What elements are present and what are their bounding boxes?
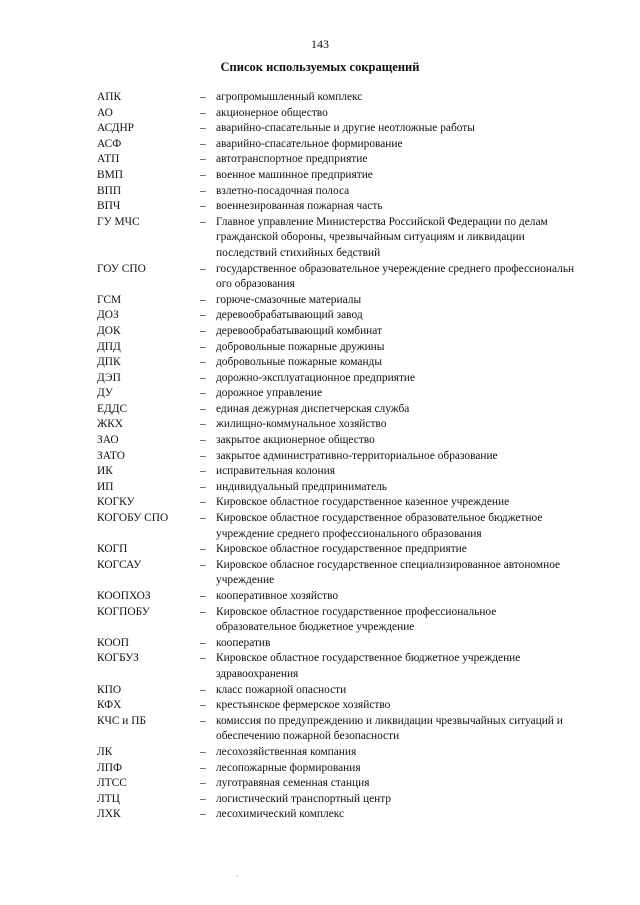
abbreviation-row	[97, 386, 617, 402]
abbreviation-definition: дорожно-эксплуатационное предприятие	[216, 371, 416, 384]
abbreviation-dash: –	[200, 558, 206, 571]
abbreviation-row	[97, 745, 617, 761]
abbreviation-row	[97, 168, 617, 184]
abbreviation-list	[97, 90, 617, 823]
abbreviation-definition: крестьянское фермерское хозяйство	[216, 699, 391, 712]
abbreviation-definition: деревообрабатывающий комбинат	[216, 324, 382, 337]
abbreviation-term: КООПХОЗ	[97, 590, 151, 602]
abbreviation-term: ЗАТО	[97, 449, 125, 462]
abbreviation-definition: государственное образовательное учереждение среднего профессиональн ого образования	[216, 262, 575, 291]
abbreviation-dash: –	[200, 91, 206, 103]
abbreviation-term: ГУ МЧС	[97, 215, 140, 228]
abbreviation-term: АПК	[97, 91, 122, 103]
abbreviation-definition: Кировское областное государственное профессиональное образовательное бюджетное учреждение	[216, 605, 497, 634]
abbreviation-term: КОГБУЗ	[97, 652, 139, 665]
abbreviation-term: КЧС и ПБ	[97, 714, 147, 727]
abbreviation-dash: –	[200, 200, 206, 213]
abbreviation-row	[97, 433, 617, 449]
abbreviation-term: ГСМ	[97, 293, 122, 306]
abbreviation-term: ЛХК	[97, 808, 121, 821]
abbreviation-term: КФХ	[97, 699, 122, 712]
abbreviation-dash: –	[200, 434, 206, 447]
abbreviation-definition: кооператив	[216, 636, 271, 649]
abbreviation-row	[97, 636, 617, 652]
abbreviation-dash: –	[200, 636, 206, 649]
abbreviation-dash: –	[200, 465, 206, 478]
abbreviation-definition: лесохимический комплекс	[216, 808, 345, 821]
abbreviation-definition: кооперативное хозяйство	[216, 590, 339, 602]
abbreviation-dash: –	[200, 543, 206, 556]
abbreviation-definition: добровольные пожарные дружины	[216, 340, 385, 353]
abbreviation-dash: –	[200, 324, 206, 337]
abbreviation-definition: логистический транспортный центр	[216, 792, 392, 805]
abbreviation-dash: –	[200, 262, 206, 275]
abbreviation-row	[97, 152, 617, 168]
abbreviation-definition: индивидуальный предприниматель	[216, 480, 387, 493]
abbreviation-definition: закрытое административно-территориальное образование	[216, 449, 498, 462]
abbreviation-term: КОГОБУ СПО	[97, 512, 169, 525]
abbreviation-dash: –	[200, 371, 206, 384]
abbreviation-row	[97, 449, 617, 465]
abbreviation-term: ЛТЦ	[97, 792, 120, 805]
abbreviation-term: ГОУ СПО	[97, 262, 146, 275]
abbreviation-row	[97, 324, 617, 340]
abbreviation-definition: Главное управление Министерства Российской Федерации по делам гражданской обороны, чрезвычайным ситуациям и ликвидации последствий стихийных бедствий	[216, 215, 548, 259]
abbreviation-definition: деревообрабатывающий завод	[216, 309, 363, 322]
abbreviation-definition: закрытое акционерное общество	[216, 434, 375, 447]
abbreviation-row	[97, 792, 617, 808]
abbreviation-definition: Кировское областное государственное предприятие	[216, 543, 467, 556]
abbreviation-term: АСФ	[97, 137, 122, 150]
abbreviation-row	[97, 761, 617, 777]
abbreviation-dash: –	[200, 496, 206, 509]
abbreviation-term: ЖКХ	[97, 418, 124, 431]
abbreviation-row	[97, 121, 617, 137]
abbreviation-definition: Кировское областное государственное образовательное бюджетное учреждение среднего профессионального образования	[216, 512, 543, 540]
abbreviation-term: ИП	[97, 480, 114, 493]
abbreviation-row	[97, 293, 617, 309]
abbreviation-definition: горюче-смазочные материалы	[216, 293, 362, 306]
abbreviation-row	[97, 308, 617, 324]
abbreviation-definition: военнезированная пожарная часть	[216, 200, 383, 213]
abbreviation-row	[97, 807, 617, 823]
page-number: 143	[311, 37, 329, 51]
abbreviation-dash: –	[200, 652, 206, 665]
abbreviation-definition: военное машинное предприятие	[216, 168, 373, 181]
abbreviation-term: КОГП	[97, 543, 128, 556]
abbreviation-row	[97, 511, 617, 542]
abbreviation-dash: –	[200, 215, 206, 228]
abbreviation-term: ВПП	[97, 184, 122, 197]
abbreviation-row	[97, 137, 617, 153]
abbreviation-dash: –	[200, 418, 206, 431]
abbreviation-row	[97, 558, 617, 589]
abbreviation-term: ЗАО	[97, 434, 119, 447]
abbreviation-dash: –	[200, 309, 206, 322]
abbreviation-term: КОГКУ	[97, 496, 135, 509]
abbreviation-definition: комиссия по предупреждению и ликвидации чрезвычайных ситуаций и обеспечению пожарной безопасности	[216, 714, 563, 743]
abbreviation-term: ДПД	[97, 340, 121, 353]
abbreviation-dash: –	[200, 168, 206, 181]
abbreviation-definition: Кировское областное государственное бюджетное учреждение здравоохранения	[216, 652, 521, 680]
abbreviation-row	[97, 683, 617, 699]
abbreviation-definition: луготравяная семенная станция	[216, 777, 370, 790]
abbreviation-dash: –	[200, 356, 206, 369]
abbreviation-term: ЕДДС	[97, 402, 128, 415]
abbreviation-dash: –	[200, 340, 206, 353]
abbreviation-row	[97, 199, 617, 215]
abbreviation-row	[97, 215, 617, 262]
abbreviation-row	[97, 698, 617, 714]
abbreviation-term: ЛТСС	[97, 777, 127, 790]
abbreviation-row	[97, 776, 617, 792]
abbreviation-definition: агропромышленный комплекс	[216, 91, 363, 103]
abbreviation-row	[97, 402, 617, 418]
abbreviation-definition: аварийно-спасательные и другие неотложные работы	[216, 122, 475, 135]
abbreviation-term: КОГСАУ	[97, 558, 142, 571]
abbreviation-term: КООП	[97, 636, 129, 649]
abbreviation-term: ДПК	[97, 356, 121, 369]
abbreviation-definition: дорожное управление	[216, 387, 323, 400]
abbreviation-definition: добровольные пожарные команды	[216, 356, 382, 369]
abbreviation-dash: –	[200, 699, 206, 712]
footer-mark: ·	[236, 872, 239, 881]
abbreviation-row	[97, 184, 617, 200]
abbreviation-definition: акционерное общество	[216, 106, 328, 119]
abbreviation-dash: –	[200, 184, 206, 197]
abbreviation-row	[97, 464, 617, 480]
abbreviation-dash: –	[200, 402, 206, 415]
abbreviation-definition: жилищно-коммунальное хозяйство	[216, 418, 387, 431]
abbreviation-dash: –	[200, 512, 206, 525]
abbreviation-row	[97, 90, 617, 106]
abbreviation-row	[97, 106, 617, 122]
page-title: Список используемых сокращений	[220, 60, 420, 74]
abbreviation-term: КОГПОБУ	[97, 605, 150, 618]
abbreviation-row	[97, 340, 617, 356]
abbreviation-dash: –	[200, 293, 206, 306]
abbreviation-definition: аварийно-спасательное формирование	[216, 137, 403, 150]
abbreviation-definition: Кировское областное государственное казенное учреждение	[216, 496, 510, 509]
abbreviation-term: ЛПФ	[97, 761, 122, 774]
abbreviation-dash: –	[200, 605, 206, 618]
abbreviation-term: ДОК	[97, 324, 121, 337]
abbreviation-dash: –	[200, 387, 206, 400]
abbreviation-definition: исправительная колония	[216, 465, 335, 478]
abbreviation-term: ДУ	[97, 387, 113, 400]
abbreviation-definition: взлетно-посадочная полоса	[216, 184, 350, 197]
abbreviation-row	[97, 417, 617, 433]
abbreviation-dash: –	[200, 792, 206, 805]
abbreviation-dash: –	[200, 808, 206, 821]
abbreviation-row	[97, 714, 617, 745]
abbreviation-term: ЛК	[97, 745, 113, 758]
abbreviation-row	[97, 480, 617, 496]
abbreviation-definition: лесопожарные формирования	[216, 761, 361, 774]
abbreviation-definition: единая дежурная диспетчерская служба	[216, 402, 410, 415]
abbreviation-term: ДОЗ	[97, 309, 119, 322]
abbreviation-row	[97, 589, 617, 605]
abbreviation-row	[97, 262, 617, 293]
abbreviation-term: КПО	[97, 683, 122, 696]
abbreviation-row	[97, 651, 617, 682]
abbreviation-definition: Кировское обласное государственное специализированное автономное учреждение	[216, 558, 561, 587]
abbreviation-dash: –	[200, 449, 206, 462]
abbreviation-term: ДЭП	[97, 371, 121, 384]
abbreviation-dash: –	[200, 122, 206, 135]
abbreviation-dash: –	[200, 777, 206, 790]
abbreviation-row	[97, 495, 617, 511]
abbreviation-dash: –	[200, 714, 206, 727]
abbreviation-dash: –	[200, 106, 206, 119]
abbreviation-term: АСДНР	[97, 122, 135, 135]
abbreviation-dash: –	[200, 761, 206, 774]
abbreviation-row	[97, 355, 617, 371]
abbreviation-row	[97, 605, 617, 636]
abbreviation-term: ИК	[97, 465, 113, 478]
abbreviation-dash: –	[200, 153, 206, 166]
abbreviation-row	[97, 542, 617, 558]
abbreviation-term: ВПЧ	[97, 200, 121, 213]
abbreviation-definition: лесохозяйственная компания	[216, 745, 357, 758]
abbreviation-term: ВМП	[97, 168, 123, 181]
abbreviation-term: АТП	[97, 153, 120, 166]
abbreviation-dash: –	[200, 683, 206, 696]
abbreviation-row	[97, 371, 617, 387]
abbreviation-dash: –	[200, 137, 206, 150]
abbreviation-definition: автотранспортное предприятие	[216, 153, 368, 166]
abbreviation-dash: –	[200, 590, 206, 602]
abbreviation-term: АО	[97, 106, 113, 119]
abbreviation-definition: класс пожарной опасности	[216, 683, 347, 696]
abbreviation-dash: –	[200, 480, 206, 493]
abbreviation-dash: –	[200, 745, 206, 758]
